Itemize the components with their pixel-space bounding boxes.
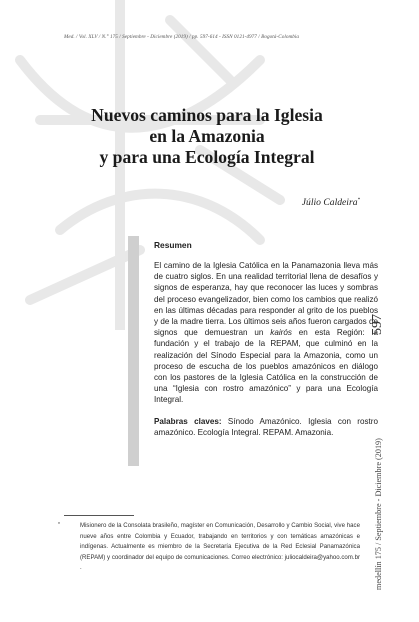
abstract-label: Resumen (154, 240, 192, 250)
footnote-mark: * (58, 522, 60, 528)
title-line-1: Nuevos caminos para la Iglesia (91, 105, 323, 125)
abstract-box (128, 236, 378, 466)
author-footnote-mark: * (357, 197, 360, 203)
author-name: Júlio Caldeira* (301, 197, 360, 208)
journal-header: Med. / Vol. XLV / N.° 175 / Septiembre - Diciembre (2019) / pp. 597-614 - ISSN 0121-4977 / Bogotá-Colombia (64, 34, 300, 40)
keywords-list: Sínodo Amazónico. Iglesia con rostro amazónico. Ecología Integral. REPAM. Amazonia. (154, 416, 378, 437)
abstract-text: El camino de la Iglesia Católica en la Panamazonia lleva más de cuatro siglos. En una realidad territorial llena de desafíos y signos de esperanza, hay que reconocer las luces y sombras del proceso evangelizador, bien como los cambios que realizó en las últimas décadas para responder al grito de los pueblos y de la madre tierra. Los últimos seis años fueron cargados de signos que demuestran un kairós en esta Región: la fundación y el trabajo de la REPAM, que culminó en la realización del Sínodo Especial para la Amazonia, como un proceso de escucha de los pueblos amazónicos en diálogo con los pastores de la Iglesia Católica en la construcción de una “Iglesia con rostro amazónico” y para una Ecología Integral. (154, 261, 379, 405)
article-title (52, 105, 362, 168)
keywords (154, 416, 378, 438)
running-footer: medellín 175 / Septiembre - Diciembre (2019) (374, 438, 383, 590)
page-number: 597 (370, 314, 385, 335)
footnote-rule (64, 515, 134, 516)
keywords-label: Palabras claves: (154, 416, 222, 426)
title-line-3: y para una Ecología Integral (99, 147, 315, 167)
footnote-text: Misionero de la Consolata brasileño, magíster en Comunicación, Desarrollo y Cambio Social, vive hace nueve años entre Colombia y Ecuador, trabajando en territorios y con temáticas amazónicas e indígenas. Actualmente es miembro de la Secretaría Ejecutiva de la Red Eclesial Panamazónica (REPAM) y coordinador del equipo de comunicaciones. Correo electrónico: juliocaldeira@yahoo.com.br . (80, 522, 360, 571)
footnote (58, 521, 360, 574)
title-line-2: en la Amazonia (149, 126, 265, 146)
